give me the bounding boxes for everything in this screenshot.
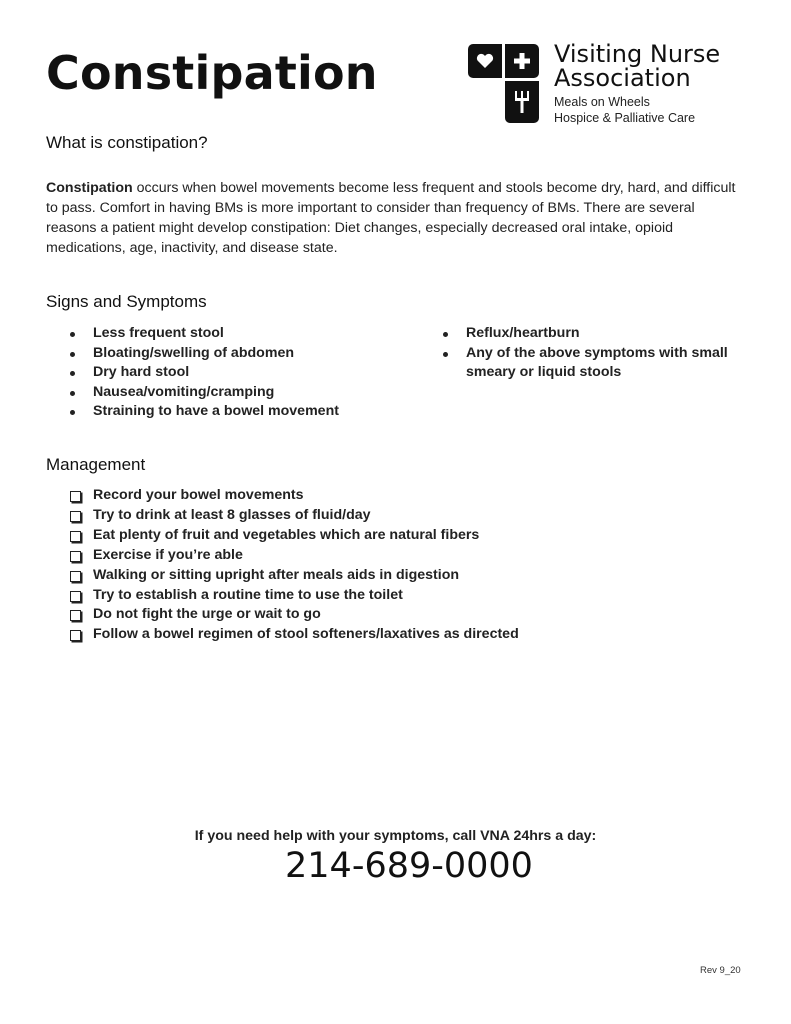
list-item-text: Straining to have a bowel movement [93, 403, 339, 419]
page-title: Constipation [46, 46, 378, 100]
checklist-item [46, 526, 746, 546]
org-name-line: Association [554, 64, 691, 92]
heart-icon [468, 44, 502, 78]
plus-icon [505, 44, 539, 78]
list-item [419, 344, 759, 383]
list-item-text: Any of the above symptoms with small smeary or liquid stools [466, 344, 728, 380]
list-item [46, 402, 426, 422]
checkbox-icon [70, 491, 81, 502]
intro-term: Constipation [46, 180, 133, 196]
checkbox-icon [70, 511, 81, 522]
list-item-text: Dry hard stool [93, 364, 190, 380]
vna-logo [468, 40, 758, 128]
list-item [46, 324, 426, 344]
management-checklist [46, 486, 746, 645]
checklist-item-text: Eat plenty of fruit and vegetables which are natural fibers [93, 526, 480, 543]
bullet-icon [70, 391, 75, 396]
checklist-item-text: Follow a bowel regimen of stool softeners/laxatives as directed [93, 626, 519, 643]
list-item [46, 383, 426, 403]
checkbox-icon [70, 551, 81, 562]
list-item-text: Reflux/heartburn [466, 325, 580, 341]
program-label: Meals on Wheels [554, 95, 650, 109]
checklist-item [46, 566, 746, 586]
checkbox-icon [70, 571, 81, 582]
symptoms-list-right [419, 324, 759, 383]
list-item-text: Bloating/swelling of abdomen [93, 344, 294, 361]
bullet-icon [443, 352, 448, 357]
revision-label: Rev 9_20 [700, 965, 741, 976]
list-item-text: Nausea/vomiting/cramping [93, 383, 275, 400]
checkbox-icon [70, 531, 81, 542]
checkbox-icon [70, 610, 81, 621]
checklist-item-text: Walking or sitting upright after meals aids in digestion [93, 566, 460, 583]
checklist-item [46, 625, 746, 645]
bullet-icon [443, 332, 448, 337]
program-label: Hospice & Palliative Care [554, 111, 696, 125]
bullet-icon [70, 352, 75, 357]
checkbox-icon [70, 630, 81, 641]
bullet-icon [70, 371, 75, 376]
section-heading-signs: Signs and Symptoms [46, 292, 207, 311]
checklist-item [46, 586, 746, 606]
list-item [419, 324, 759, 344]
section-heading-management: Management [46, 455, 146, 474]
org-programs [554, 94, 764, 126]
org-name [554, 42, 764, 90]
checklist-item-text: Try to drink at least 8 glasses of fluid/day [93, 506, 371, 523]
list-item [46, 344, 426, 364]
checklist-item-text: Try to establish a routine time to use the toilet [93, 586, 403, 603]
help-text: If you need help with your symptoms, call VNA 24hrs a day: [194, 828, 597, 844]
checkbox-icon [70, 591, 81, 602]
section-heading-what: What is constipation? [46, 133, 208, 152]
list-item [46, 363, 426, 383]
checklist-item-text: Record your bowel movements [93, 487, 304, 503]
checklist-item [46, 605, 746, 625]
checklist-item [46, 546, 746, 566]
checklist-item [46, 486, 746, 506]
symptoms-list-left [46, 324, 426, 422]
checklist-item-text: Do not fight the urge or wait to go [93, 606, 321, 623]
list-item-text: Less frequent stool [93, 325, 224, 341]
org-name-line: Visiting Nurse [554, 40, 721, 68]
bullet-icon [70, 332, 75, 337]
fork-icon [505, 81, 539, 123]
phone-number: 214-689-0000 [285, 846, 533, 886]
intro-paragraph [46, 178, 746, 258]
checklist-item-text: Exercise if you’re able [93, 546, 243, 563]
checklist-item [46, 506, 746, 526]
intro-body: occurs when bowel movements become less frequent and stools become dry, hard, and difficult to pass. Comfort in having BMs is more important to consider than frequency of BMs. There are several reasons a patient might develop constipation: Diet changes, especially decreased oral intake, opioid medications, age, inactivity, and disease state. [46, 180, 736, 256]
bullet-icon [70, 410, 75, 415]
